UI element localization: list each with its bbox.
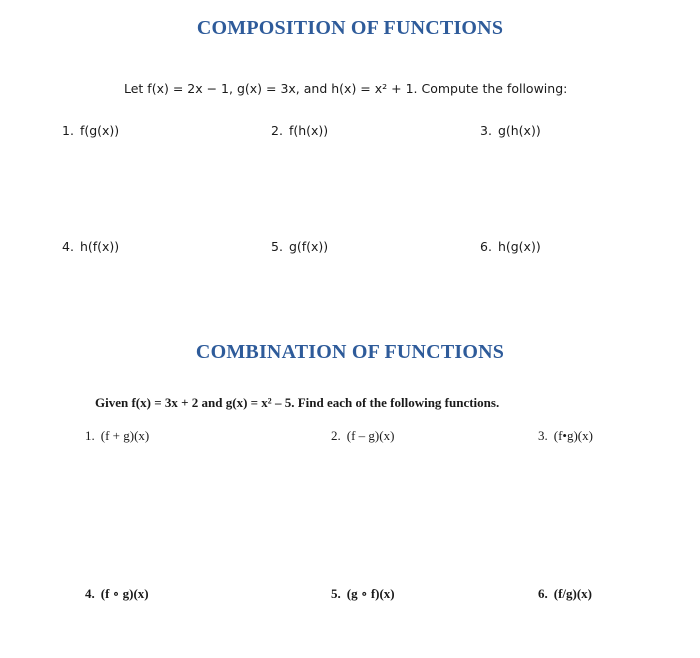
- composition-problem-4: [62, 239, 119, 254]
- combination-problem-1: [85, 428, 149, 444]
- problem-expression: g(h(x)): [497, 123, 541, 138]
- combination-problem-3: [538, 428, 593, 444]
- problem-number: 6.: [480, 239, 492, 254]
- problem-number: 2.: [271, 123, 283, 138]
- combination-problem-4: [85, 586, 149, 602]
- combination-instructions: Given f(x) = 3x + 2 and g(x) = x² – 5. Find each of the following functions.: [95, 395, 500, 410]
- composition-problem-3: [480, 123, 541, 138]
- problem-number: 1.: [85, 428, 95, 443]
- problem-expression: (g ∘ f)(x): [346, 586, 395, 601]
- composition-instructions: Let f(x) = 2x − 1, g(x) = 3x, and h(x) = x² + 1. Compute the following:: [124, 81, 568, 96]
- problem-number: 5.: [271, 239, 283, 254]
- problem-number: 6.: [538, 586, 548, 601]
- problem-expression: g(f(x)): [288, 239, 329, 254]
- problem-number: 3.: [480, 123, 492, 138]
- problem-number: 1.: [62, 123, 74, 138]
- composition-title: COMPOSITION OF FUNCTIONS: [196, 17, 504, 39]
- problem-expression: (f + g)(x): [100, 428, 150, 443]
- composition-problem-1: [62, 123, 119, 138]
- problem-number: 3.: [538, 428, 548, 443]
- problem-expression: (f/g)(x): [553, 586, 593, 601]
- problem-number: 2.: [331, 428, 341, 443]
- combination-problem-6: [538, 586, 592, 602]
- composition-problem-5: [271, 239, 328, 254]
- problem-expression: (f – g)(x): [346, 428, 395, 443]
- problem-expression: (f•g)(x): [553, 428, 593, 443]
- composition-problem-6: [480, 239, 541, 254]
- problem-expression: h(g(x)): [497, 239, 541, 254]
- problem-expression: f(g(x)): [79, 123, 120, 138]
- combination-problem-5: [331, 586, 395, 602]
- problem-number: 5.: [331, 586, 341, 601]
- problem-number: 4.: [85, 586, 95, 601]
- problem-expression: f(h(x)): [288, 123, 329, 138]
- composition-problem-2: [271, 123, 328, 138]
- problem-expression: (f ∘ g)(x): [100, 586, 149, 601]
- combination-problem-2: [331, 428, 394, 444]
- combination-title: COMBINATION OF FUNCTIONS: [195, 341, 505, 363]
- problem-number: 4.: [62, 239, 74, 254]
- problem-expression: h(f(x)): [79, 239, 120, 254]
